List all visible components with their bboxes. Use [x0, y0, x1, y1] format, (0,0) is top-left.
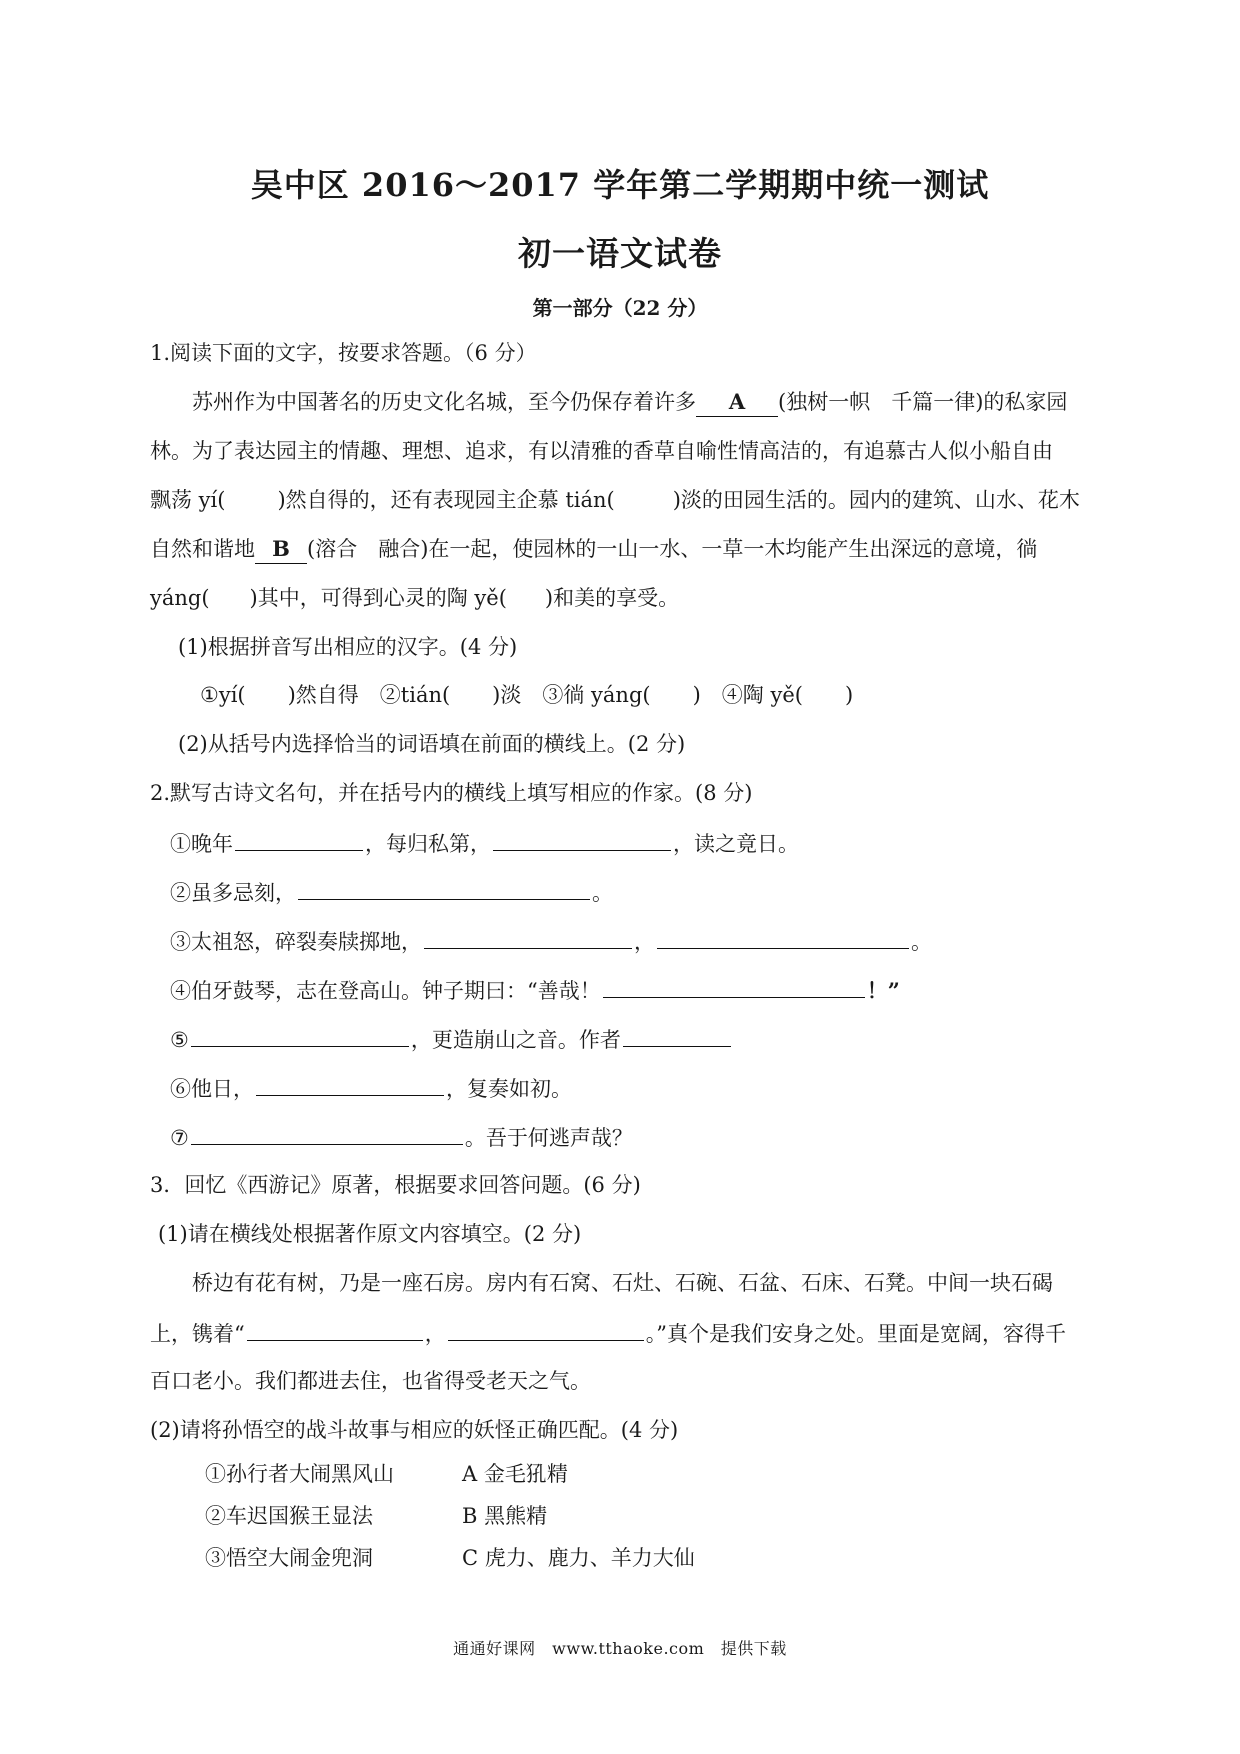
q2-item-2	[170, 877, 613, 907]
q1-text: )其中，可得到心灵的陶 yě(	[249, 586, 507, 610]
q2-item-5	[170, 1024, 733, 1054]
q2-stem: 2.默写古诗文名句，并在括号内的横线上填写相应的作家。(8 分)	[150, 781, 753, 805]
q2-item-7	[170, 1122, 633, 1152]
match-right-item: A 金毛犼精	[462, 1462, 568, 1486]
answer-blank[interactable]	[256, 1073, 444, 1096]
q2-text: ①晚年	[170, 832, 233, 856]
match-left-item: ③悟空大闹金兜洞	[205, 1546, 373, 1570]
q1-text: )淡的田园生活的。园内的建筑、山水、花木	[672, 488, 1080, 512]
q3-sub1: (1)请在横线处根据著作原文内容填空。(2 分)	[158, 1222, 582, 1246]
answer-blank[interactable]	[298, 877, 590, 900]
q2-text: ，读之竟日。	[673, 832, 799, 856]
q1-text: (独树一帜 千篇一律)的私家园	[778, 390, 1068, 414]
blank-a[interactable]: A	[696, 388, 778, 417]
match-right-item: C 虎力、鹿力、羊力大仙	[462, 1546, 695, 1570]
q3-stem: 3．回忆《西游记》原著，根据要求回答问题。(6 分)	[150, 1173, 641, 1197]
answer-blank[interactable]	[448, 1318, 644, 1341]
q2-text: ⑦	[170, 1126, 189, 1150]
page-footer: 通通好课网 www.tthaoke.com 提供下载	[453, 1639, 787, 1658]
answer-blank[interactable]	[657, 926, 909, 949]
q2-text: ，更造崩山之音。作者	[410, 1028, 621, 1052]
exam-title: 吴中区 2016～2017 学年第二学期期中统一测试	[250, 166, 990, 204]
q1-sub1: (1)根据拼音写出相应的汉字。(4 分)	[178, 635, 518, 659]
q3-paragraph-line-1: 桥边有花有树，乃是一座石房。房内有石窝、石灶、石碗、石盆、石床、石凳。中间一块石碣	[192, 1271, 1053, 1295]
q2-text: ！”	[866, 978, 900, 1003]
q1-text: )然自得的，还有表现园主企慕 tián(	[277, 488, 615, 512]
author-blank[interactable]	[623, 1024, 731, 1047]
match-left-item: ②车迟国猴王显法	[205, 1504, 373, 1528]
q1-paragraph-line-5	[150, 584, 679, 612]
q2-item-6	[170, 1073, 572, 1103]
q1-sub2: (2)从括号内选择恰当的词语填在前面的横线上。(2 分)	[178, 732, 686, 756]
q3-paragraph-line-2	[150, 1318, 1066, 1348]
q1-text: yáng(	[150, 586, 210, 610]
q2-item-3	[170, 926, 932, 956]
answer-blank[interactable]	[247, 1318, 423, 1341]
q2-item-1	[170, 828, 799, 858]
q3-paragraph-line-3: 百口老小。我们都进去住，也省得受老天之气。	[150, 1369, 591, 1393]
q1-paragraph-line-1	[192, 388, 1067, 417]
q2-text: ③太祖怒，碎裂奏牍掷地，	[170, 930, 422, 954]
q3-sub2: (2)请将孙悟空的战斗故事与相应的妖怪正确匹配。(4 分)	[150, 1418, 679, 1442]
answer-blank[interactable]	[603, 975, 865, 998]
q2-text: 。	[911, 930, 932, 954]
q1-stem: 1.阅读下面的文字，按要求答题。（6 分）	[150, 341, 537, 365]
q1-text: 自然和谐地	[150, 537, 255, 561]
match-left-item: ①孙行者大闹黑风山	[205, 1462, 394, 1486]
q3-text: 上，镌着“	[150, 1322, 245, 1346]
q2-text: ②虽多忌刻，	[170, 881, 296, 905]
match-right-item: B 黑熊精	[462, 1504, 548, 1528]
answer-blank[interactable]	[191, 1122, 463, 1145]
q1-text: 苏州作为中国著名的历史文化名城，至今仍保存着许多	[192, 390, 696, 414]
part-heading: 第一部分（22 分）	[532, 296, 708, 320]
q1-paragraph-line-2: 林。为了表达园主的情趣、理想、追求，有以清雅的香草自喻性情高洁的，有追慕古人似小船自由	[150, 439, 1053, 463]
answer-blank[interactable]	[424, 926, 632, 949]
q2-text: ④伯牙鼓琴，志在登高山。钟子期曰：“善哉！	[170, 979, 601, 1003]
q2-text: ，每归私第，	[365, 832, 491, 856]
q2-text: 。	[592, 881, 613, 905]
q3-text: ，	[424, 1322, 446, 1346]
q1-paragraph-line-3	[150, 486, 1080, 514]
q2-item-4	[170, 975, 900, 1005]
q1-paragraph-line-4	[150, 535, 1037, 564]
q2-text: ，	[634, 930, 655, 954]
answer-blank[interactable]	[191, 1024, 409, 1047]
answer-blank[interactable]	[235, 828, 363, 851]
q2-text: ，复奏如初。	[446, 1077, 572, 1101]
blank-b[interactable]: B	[255, 535, 307, 564]
exam-subtitle: 初一语文试卷	[518, 234, 722, 273]
q2-text: 。吾于何逃声哉？	[464, 1126, 633, 1150]
q1-text: )和美的享受。	[544, 586, 680, 610]
q1-text: (溶合 融合)在一起，使园林的一山一水、一草一木均能产生出深远的意境，徜	[307, 537, 1038, 561]
q3-text: 。”真个是我们安身之处。里面是宽阔，容得千	[645, 1322, 1066, 1346]
q2-text: ⑤	[170, 1028, 189, 1052]
q1-text: 飘荡 yí(	[150, 488, 226, 512]
q2-text: ⑥他日，	[170, 1077, 254, 1101]
answer-blank[interactable]	[493, 828, 671, 851]
q1-sub1-items: ①yí( )然自得 ②tián( )淡 ③徜 yáng( ) ④陶 yě( )	[200, 683, 854, 707]
